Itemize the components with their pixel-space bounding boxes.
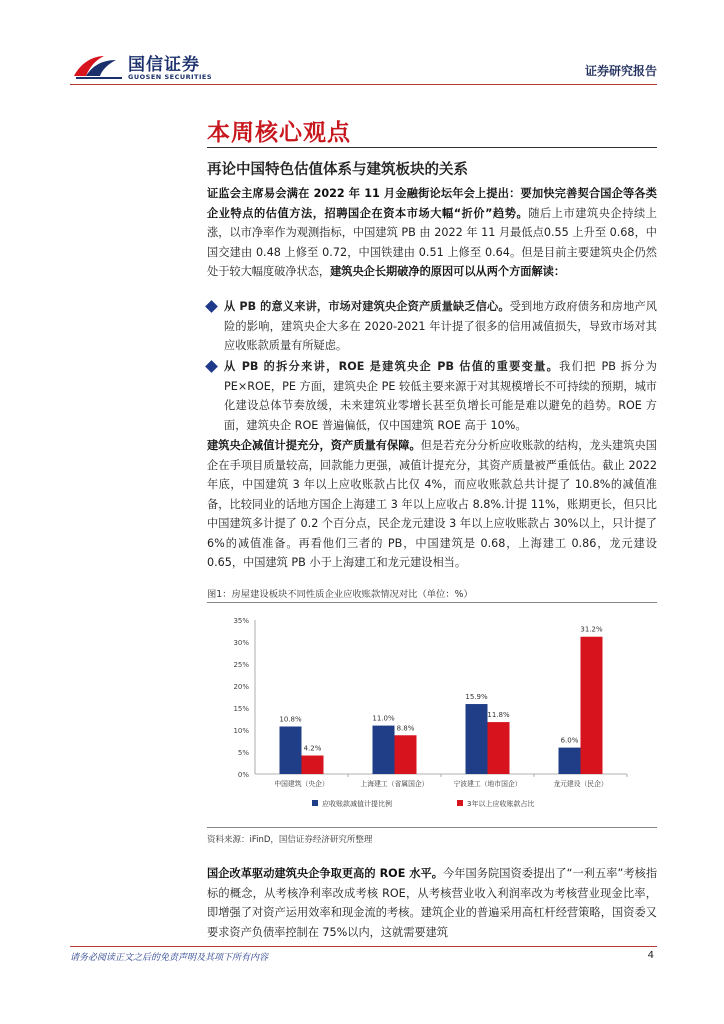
figure-source: 资料来源：iFinD，国信证券经济研究所整理 <box>207 835 373 845</box>
title-divider <box>207 147 657 148</box>
bar-impairment <box>466 704 488 774</box>
paragraph-1-bold: 证监会主席易会满在 2022 年 11 月金融街论坛年会上提出：要加快完善契合国企等各类企业特点的估值方法，招聘国企在资本市场大幅“折价”趋势。 <box>207 187 657 220</box>
y-tick-label: 0% <box>237 771 249 779</box>
bar-over3yr <box>581 637 603 774</box>
y-tick-label: 15% <box>233 705 249 713</box>
bar-over3yr <box>302 756 324 774</box>
paragraph-3 <box>207 864 657 942</box>
legend-label: 3年以上应收账款占比 <box>467 800 535 808</box>
paragraph-2 <box>207 436 657 573</box>
paragraph-3-text: 今年国务院国资委提出了“一利五率”考核指标的概念，从考核净利率改成考核 ROE，从考核营业收入利润率改为考核营业现金比率，即增强了对资产运用效率和现金流的考核。建筑企业的普遍采用高杠杆经营策略，国资委又要求资产负债率控制在 75%以内，这就需要建筑 <box>207 867 658 939</box>
y-tick-label: 30% <box>233 639 249 647</box>
paragraph-1-text: 随后上市建筑央企持续上涨，以市净率作为观测指标，中国建筑 PB 由 2022 年 11 月最低点0.55 上升至 0.68，中国交建由 0.48 上修至 0.72，中国铁建由 0.51 上修至 0.64。但是目前主要建筑央企仍然处于较大幅度破净状态， <box>207 206 657 278</box>
y-tick-label: 20% <box>233 683 249 691</box>
bullet-2-bold: 从 PB 的拆分来讲，ROE 是建筑央企 PB 估值的重要变量。 <box>224 360 560 373</box>
figure-caption: 图1：房屋建设板块不同性质企业应收账款情况对比（单位：%） <box>207 589 473 600</box>
legend-label: 应收账款减值计提比例 <box>322 800 392 808</box>
paragraph-2-text: 但是若充分分析应收账款的结构，龙头建筑央国企在手项目质量较高，回款能力更强，减值计提充分，其资产质量被严重低估。截止 2022 年底，中国建筑 3 年以上应收账款占比仅 4%，而应收账款总共计提了 10.8%的减值准备，比较同业的话地方国企上海建工 3 年以上应收占 8.8%.计提 11%，账期更长，但只比中国建筑多计提了 0.2 个百分点，民企龙元建设 3 年以上应收账款占 30%以上，只计提了 6%的减值准备。再看他们三者的 PB，中国建筑是 0.68，上海建工 0.86，龙元建设 0.65，中国建筑 PB 小于上海建工和龙元建设相当。 <box>207 439 657 569</box>
logo-text-cn: 国信证券 <box>128 55 200 75</box>
legend-swatch <box>312 800 318 806</box>
diamond-bullet-icon <box>205 300 218 313</box>
y-tick-label: 35% <box>233 617 249 625</box>
report-type-label: 证券研究报告 <box>584 64 657 78</box>
y-tick-label: 25% <box>233 661 249 669</box>
data-label: 6.0% <box>560 736 579 745</box>
section-title: 本周核心观点 <box>207 120 351 146</box>
logo-text-en: GUOSEN SECURITIES <box>128 73 213 81</box>
y-tick-label: 10% <box>233 727 249 735</box>
category-label: 上海建工（省属国企） <box>360 780 429 788</box>
company-logo <box>70 46 213 86</box>
paragraph-1-bold-end: 建筑央企长期破净的原因可以从两个方面解读： <box>330 265 566 278</box>
data-label: 8.8% <box>396 724 415 733</box>
bar-over3yr <box>395 735 417 774</box>
data-label: 15.9% <box>465 693 488 702</box>
figure-bottom-rule <box>207 827 657 828</box>
receivables-bar-chart <box>207 606 657 824</box>
data-label: 11.8% <box>487 711 510 720</box>
bullet-item-1 <box>207 297 657 356</box>
bullet-item-2 <box>207 357 657 435</box>
bar-over3yr <box>488 722 510 774</box>
footer-disclaimer: 请务必阅读正文之后的免责声明及其项下所有内容 <box>70 953 269 963</box>
diamond-bullet-icon <box>205 360 218 373</box>
category-label: 龙元建设（民企） <box>553 780 608 788</box>
page-number: 4 <box>647 950 654 961</box>
data-label: 4.2% <box>303 744 322 753</box>
bullet-2-text: 我们把 PB 拆分为 PE×ROE，PE 方面，建筑央企 PE 较低主要来源于对其规模增长不可持续的预期，城市化建设总体节奏放缓，未来建筑业零增长甚至负增长可能是难以避免的趋势。ROE 方面，建筑央企 ROE 普遍偏低，仅中国建筑 ROE 高于 10%。 <box>224 360 657 432</box>
figure-top-rule <box>207 602 657 603</box>
bar-impairment <box>280 726 302 774</box>
header-divider <box>70 84 657 85</box>
bullet-1-bold: 从 PB 的意义来讲，市场对建筑央企资产质量缺乏信心。 <box>224 300 510 313</box>
subtitle: 再论中国特色估值体系与建筑板块的关系 <box>207 162 468 178</box>
y-tick-label: 5% <box>237 749 249 757</box>
bar-impairment <box>373 726 395 774</box>
data-label: 10.8% <box>279 715 302 724</box>
paragraph-2-bold: 建筑央企减值计提充分，资产质量有保障。 <box>207 439 421 452</box>
paragraph-1 <box>207 184 657 282</box>
paragraph-3-bold: 国企改革驱动建筑央企争取更高的 ROE 水平。 <box>207 867 444 880</box>
data-label: 11.0% <box>372 714 395 723</box>
footer-divider <box>70 946 657 947</box>
legend-swatch <box>457 800 463 806</box>
bar-impairment <box>559 748 581 774</box>
data-label: 31.2% <box>580 625 603 634</box>
bullet-1-text: 受到地方政府债务和房地产风险的影响，建筑央企大多在 2020-2021 年计提了很多的信用减值损失，导致市场对其应收账款质量有所疑虑。 <box>224 300 657 352</box>
category-label: 宁波建工（地市国企） <box>453 780 522 788</box>
category-label: 中国建筑（央企） <box>274 780 329 788</box>
guosen-logo-icon <box>70 46 126 86</box>
